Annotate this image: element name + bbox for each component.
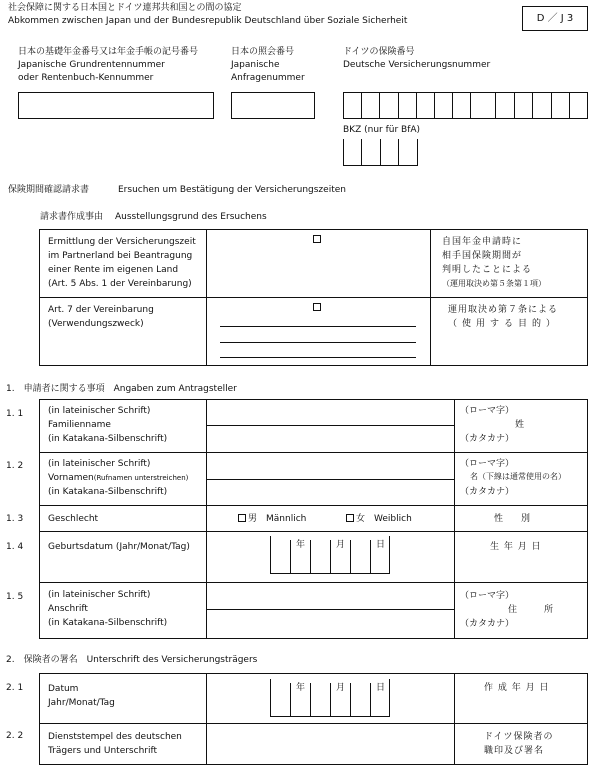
bkz-field[interactable] xyxy=(343,139,417,166)
request-title-de: Ersuchen um Bestätigung der Versicherungszeiten xyxy=(118,185,346,195)
reason-label-jp: 請求書作成事由 xyxy=(40,212,104,222)
row-1-4-number: 1. 4 xyxy=(6,542,24,552)
bkz-label: BKZ (nur für BfA) xyxy=(343,125,421,135)
surname-romaji-jp: （ローマ字） xyxy=(460,406,515,416)
inquiry-number-field[interactable] xyxy=(231,92,315,119)
issue-date-label-de: Datum Jahr/Monat/Tag xyxy=(48,684,115,708)
given-name-katakana-jp: （カタカナ） xyxy=(460,487,515,497)
insurer-section-title: 2. 保険者の署名 Unterschrift des Versicherungsträgers xyxy=(6,655,258,665)
row-2-1-number: 2. 1 xyxy=(6,683,24,693)
inquiry-label-de2: Anfragenummer xyxy=(231,73,305,83)
issue-month-label: 月 xyxy=(336,683,346,693)
female-option[interactable]: 女 Weiblich xyxy=(346,513,412,525)
birth-year-label: 年 xyxy=(296,540,306,550)
row-1-5-number: 1. 5 xyxy=(6,592,24,602)
row-2-2-number: 2. 2 xyxy=(6,731,24,741)
applicant-section-title: 1. 申請者に関する事項 Angaben zum Antragsteller xyxy=(6,384,237,394)
purpose-line-1[interactable] xyxy=(220,326,416,327)
male-checkbox[interactable] xyxy=(238,514,246,522)
stamp-signature-field[interactable] xyxy=(207,724,453,764)
issue-date-field[interactable] xyxy=(270,679,390,719)
inquiry-label-jp: 日本の照会番号 xyxy=(231,47,295,57)
reason1-de: Ermittlung der Versicherungszeit im Partnerland bei Beantragung einer Rente im eigenen Land (Art. 5 Abs. 1 der Vereinbarung) xyxy=(48,237,196,289)
row-1-1-number: 1. 1 xyxy=(6,409,24,419)
surname-katakana-jp: （カタカナ） xyxy=(460,434,515,444)
reason2-jp: 運用取決め第７条による （使用する目的） xyxy=(448,305,561,329)
surname-latin-field[interactable] xyxy=(207,400,453,425)
reason1-jp: 自国年金申請時に 相手国保険期間が 判明したことによる （運用取決め第５条第１項） xyxy=(442,237,546,288)
title-de: Abkommen zwischen Japan und der Bundesrepublik Deutschland über Soziale Sicherheit xyxy=(8,16,408,26)
surname-katakana-field[interactable] xyxy=(207,426,453,451)
birthdate-label-de: Geburtsdatum (Jahr/Monat/Tag) xyxy=(48,542,190,552)
german-label-jp: ドイツの保険番号 xyxy=(343,47,415,57)
given-name-katakana-field[interactable] xyxy=(207,480,453,505)
address-jp: 住 所 xyxy=(508,605,554,615)
row-1-2-number: 1. 2 xyxy=(6,461,24,471)
issue-year-label: 年 xyxy=(296,683,306,693)
birth-day-label: 日 xyxy=(376,540,386,550)
reason2-checkbox[interactable] xyxy=(313,303,323,313)
form-code: D ／ J 3 xyxy=(522,6,588,31)
male-option[interactable]: 男 Männlich xyxy=(238,513,306,525)
stamp-label-de: Dienststempel des deutschen Trägers und Unterschrift xyxy=(48,732,182,756)
given-name-label-de: (in lateinischer Schrift) Vornamen(Rufnamen unterstreichen) (in Katakana-Silbenschrift) xyxy=(48,459,189,497)
issue-day-label: 日 xyxy=(376,683,386,693)
pension-label-jp: 日本の基礎年金番号又は年金手帳の記号番号 xyxy=(18,47,199,57)
address-katakana-jp: （カタカナ） xyxy=(460,619,515,629)
purpose-line-2[interactable] xyxy=(220,342,416,343)
pension-label-de1: Japanische Grundrentennummer xyxy=(18,60,165,70)
given-name-jp: 名（下線は通常使用の名） xyxy=(470,472,566,481)
reason-label-de: Ausstellungsgrund des Ersuchens xyxy=(115,212,267,222)
address-label-de: (in lateinischer Schrift) Anschrift (in Katakana-Silbenschrift) xyxy=(48,590,168,628)
request-title-jp: 保険期間確認請求書 xyxy=(8,185,90,195)
given-name-romaji-jp: （ローマ字） xyxy=(460,459,515,469)
given-name-latin-field[interactable] xyxy=(207,453,453,478)
birthdate-label-jp: 生 年 月 日 xyxy=(490,542,542,552)
purpose-line-3[interactable] xyxy=(220,357,416,358)
row-1-3-number: 1. 3 xyxy=(6,514,24,524)
title-jp: 社会保障に関する日本国とドイツ連邦共和国との間の協定 xyxy=(8,3,242,13)
surname-label-de: (in lateinischer Schrift) Familienname (in Katakana-Silbenschrift) xyxy=(48,406,168,444)
birthdate-field[interactable] xyxy=(270,536,390,576)
inquiry-label-de1: Japanische xyxy=(231,60,280,70)
reason2-de: Art. 7 der Vereinbarung (Verwendungszweck) xyxy=(48,305,154,329)
address-romaji-jp: （ローマ字） xyxy=(460,591,515,601)
female-checkbox[interactable] xyxy=(346,514,354,522)
stamp-label-jp: ドイツ保険者の 職印及び署名 xyxy=(484,732,554,756)
surname-jp: 姓 xyxy=(515,420,525,430)
address-latin-field[interactable] xyxy=(207,583,453,608)
sex-label-jp: 性 別 xyxy=(494,514,531,524)
issue-date-label-jp: 作 成 年 月 日 xyxy=(484,683,550,693)
reason1-checkbox[interactable] xyxy=(313,235,323,245)
pension-number-field[interactable] xyxy=(18,92,214,119)
german-label-de: Deutsche Versicherungsnummer xyxy=(343,60,491,70)
address-katakana-field[interactable] xyxy=(207,610,453,638)
sex-label-de: Geschlecht xyxy=(48,514,99,524)
birth-month-label: 月 xyxy=(336,540,346,550)
pension-label-de2: oder Rentenbuch-Kennummer xyxy=(18,73,154,83)
